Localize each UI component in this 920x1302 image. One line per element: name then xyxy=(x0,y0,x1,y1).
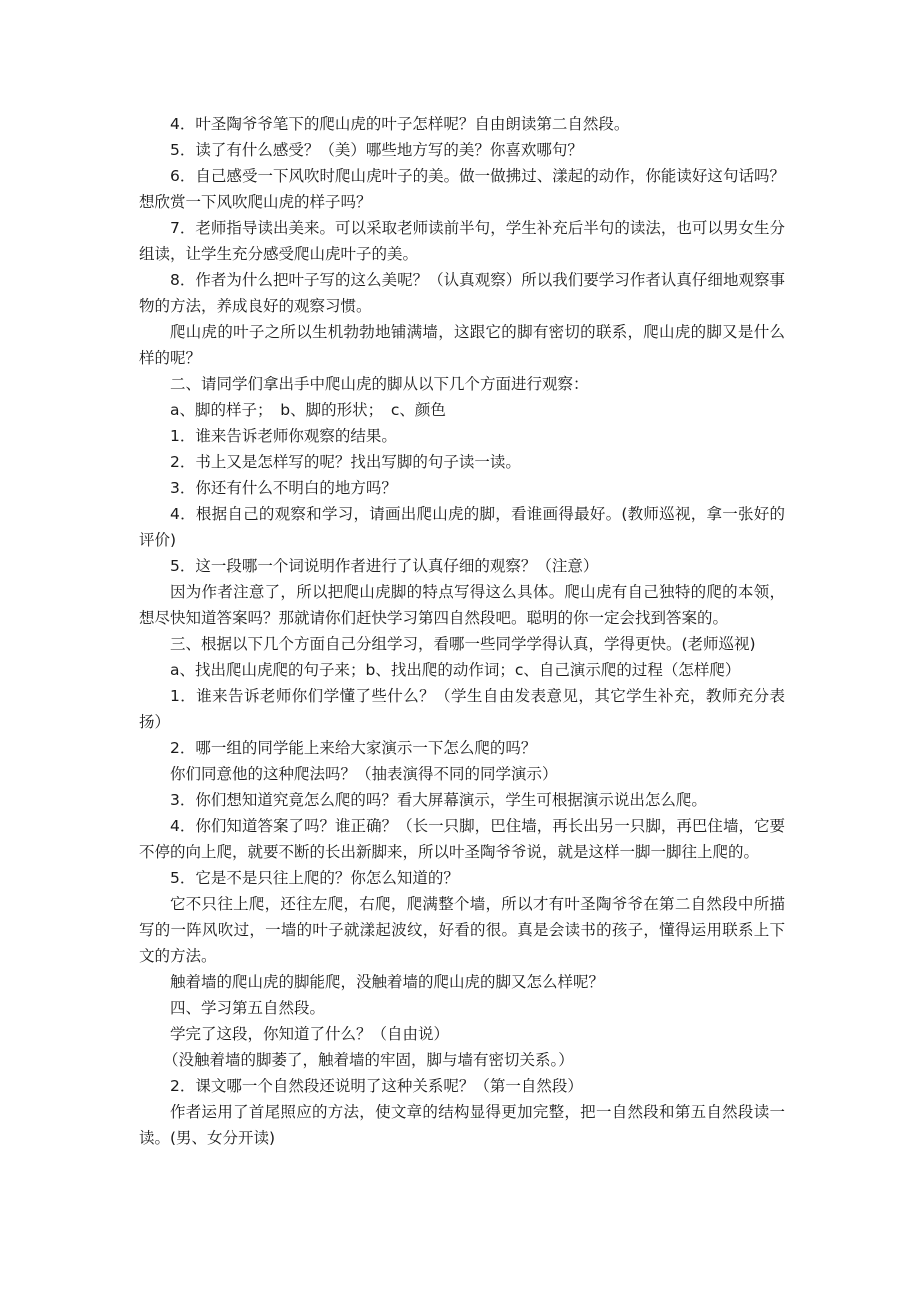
paragraph: 学完了这段，你知道了什么？（自由说） xyxy=(170,1025,450,1043)
paragraph: 8．作者为什么把叶子写的这么美呢？（认真观察）所以我们要学习作者认真仔细地观察事物的方法，养成良好的观察习惯。 xyxy=(139,271,785,315)
paragraph: 1．谁来告诉老师你观察的结果。 xyxy=(170,427,397,445)
paragraph: 2．书上又是怎样写的呢？找出写脚的句子读一读。 xyxy=(170,453,521,471)
paragraph: 触着墙的爬山虎的脚能爬，没触着墙的爬山虎的脚又怎么样呢？ xyxy=(170,973,605,991)
paragraph: （没触着墙的脚萎了，触着墙的牢固，脚与墙有密切关系。） xyxy=(163,1051,574,1069)
paragraph: 你们同意他的这种爬法吗？（抽表演得不同的同学演示） xyxy=(170,765,558,783)
paragraph: 作者运用了首尾照应的方法，使文章的结构显得更加完整，把一自然段和第五自然段读一读。(男、女分开读) xyxy=(139,1103,785,1147)
paragraph: 5．它是不是只往上爬的？你怎么知道的？ xyxy=(170,869,459,887)
paragraph: 4．根据自己的观察和学习，请画出爬山虎的脚，看谁画得最好。(教师巡视，拿一张好的评价) xyxy=(139,505,785,549)
paragraph: 5．这一段哪一个词说明作者进行了认真仔细的观察？（注意） xyxy=(170,557,599,575)
document-body xyxy=(139,111,785,1151)
section-heading: 二、请同学们拿出手中爬山虎的脚从以下几个方面进行观察： xyxy=(170,375,589,393)
paragraph: 6．自己感受一下风吹时爬山虎叶子的美。做一做拂过、漾起的动作，你能读好这句话吗？想欣赏一下风吹爬山虎的样子吗？ xyxy=(139,167,785,211)
paragraph: 7．老师指导读出美来。可以采取老师读前半句，学生补充后半句的读法，也可以男女生分组读，让学生充分感受爬山虎叶子的美。 xyxy=(139,219,785,263)
section-heading: 三、根据以下几个方面自己分组学习，看哪一些同学学得认真，学得更快。(老师巡视) xyxy=(170,635,756,653)
paragraph: 1．谁来告诉老师你们学懂了些什么？（学生自由发表意见，其它学生补充，教师充分表扬） xyxy=(139,687,785,731)
paragraph: 4．叶圣陶爷爷笔下的爬山虎的叶子怎样呢？自由朗读第二自然段。 xyxy=(170,115,630,133)
paragraph: 2．哪一组的同学能上来给大家演示一下怎么爬的吗？ xyxy=(170,739,537,757)
paragraph: 爬山虎的叶子之所以生机勃勃地铺满墙，这跟它的脚有密切的联系，爬山虎的脚又是什么样的呢？ xyxy=(139,323,785,367)
paragraph: 3．你还有什么不明白的地方吗？ xyxy=(170,479,397,497)
paragraph: 2．课文哪一个自然段还说明了这种关系呢？（第一自然段） xyxy=(170,1077,583,1095)
paragraph: 4．你们知道答案了吗？谁正确？（长一只脚，巴住墙，再长出另一只脚，再巴住墙，它要不停的向上爬，就要不断的长出新脚来，所以叶圣陶爷爷说，就是这样一脚一脚往上爬的。 xyxy=(139,817,785,861)
paragraph: 3．你们想知道究竟怎么爬的吗？看大屏幕演示，学生可根据演示说出怎么爬。 xyxy=(170,791,707,809)
paragraph: 它不只往上爬，还往左爬，右爬，爬满整个墙，所以才有叶圣陶爷爷在第二自然段中所描写的一阵风吹过，一墙的叶子就漾起波纹，好看的很。真是会读书的孩子，懂得运用联系上下文的方法。 xyxy=(139,895,785,965)
paragraph: 5．读了有什么感受？（美）哪些地方写的美？你喜欢哪句？ xyxy=(170,141,583,159)
paragraph: 因为作者注意了，所以把爬山虎脚的特点写得这么具体。爬山虎有自己独特的爬的本领，想尽快知道答案吗？那就请你们赶快学习第四自然段吧。聪明的你一定会找到答案的。 xyxy=(139,583,785,627)
paragraph: a、找出爬山虎爬的句子来；b、找出爬的动作词；c、自己演示爬的过程（怎样爬） xyxy=(170,661,741,679)
section-heading: 四、学习第五自然段。 xyxy=(170,999,326,1017)
paragraph: a、脚的样子； b、脚的形状； c、颜色 xyxy=(170,401,446,419)
